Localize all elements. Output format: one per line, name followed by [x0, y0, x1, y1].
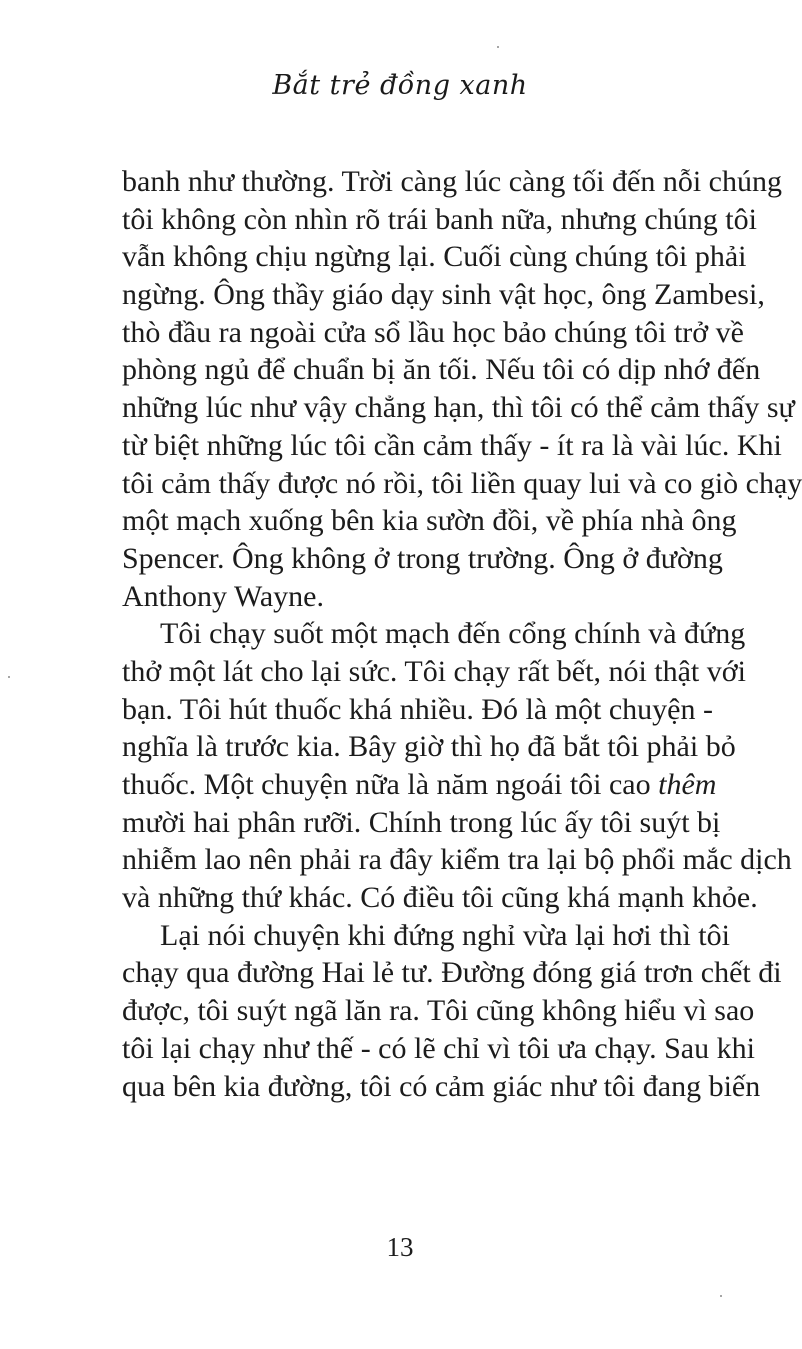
text-line: ngừng. Ông thầy giáo dạy sinh vật học, ông Zambesi,	[122, 278, 765, 312]
text-line: một mạch xuống bên kia sườn đồi, về phía nhà ông	[122, 504, 737, 538]
text-line: Spencer. Ông không ở trong trường. Ông ở đường	[122, 541, 723, 575]
body-text	[122, 163, 802, 1105]
text-line: tôi lại chạy như thế - có lẽ chỉ vì tôi ưa chạy. Sau khi	[122, 1031, 755, 1065]
text-line: nghĩa là trước kia. Bây giờ thì họ đã bắt tôi phải bỏ	[122, 730, 736, 764]
text-line: Tôi chạy suốt một mạch đến cổng chính và đứng	[160, 617, 746, 651]
text-line: qua bên kia đường, tôi có cảm giác như tôi đang biến	[122, 1069, 761, 1103]
paper-speck	[720, 1295, 722, 1297]
page-number: 13	[386, 1232, 414, 1262]
text-line: vẫn không chịu ngừng lại. Cuối cùng chúng tôi phải	[122, 240, 747, 274]
paper-speck	[497, 46, 499, 48]
text-line: những lúc như vậy chẳng hạn, thì tôi có thể cảm thấy sự	[122, 391, 795, 425]
text-line: tôi cảm thấy được nó rồi, tôi liền quay lui và co giò chạy	[122, 466, 802, 500]
text-line: Anthony Wayne.	[122, 579, 325, 613]
text-line-with-italic	[122, 766, 717, 804]
text-line: tôi không còn nhìn rõ trái banh nữa, nhưng chúng tôi	[122, 202, 757, 236]
text-line: thở một lát cho lại sức. Tôi chạy rất bết, nói thật với	[122, 654, 746, 688]
italic-word: thêm	[658, 768, 717, 801]
text-line: banh như thường. Trời càng lúc càng tối đến nỗi chúng	[122, 165, 782, 198]
text-line: bạn. Tôi hút thuốc khá nhiều. Đó là một chuyện -	[122, 692, 713, 726]
text-line: chạy qua đường Hai lẻ tư. Đường đóng giá trơn chết đi	[122, 956, 782, 990]
text-line: và những thứ khác. Có điều tôi cũng khá mạnh khỏe.	[122, 881, 758, 915]
text-line: nhiễm lao nên phải ra đây kiểm tra lại bộ phổi mắc dịch	[122, 843, 792, 877]
text-line: từ biệt những lúc tôi cần cảm thấy - ít ra là vài lúc. Khi	[122, 428, 782, 462]
text-line: mười hai phân rưỡi. Chính trong lúc ấy tôi suýt bị	[122, 805, 721, 839]
text-line: được, tôi suýt ngã lăn ra. Tôi cũng không hiểu vì sao	[122, 994, 755, 1028]
paper-speck	[8, 676, 10, 678]
text-fragment: thuốc. Một chuyện nữa là năm ngoái tôi cao	[122, 768, 651, 801]
text-line: thò đầu ra ngoài cửa sổ lầu học bảo chúng tôi trở về	[122, 315, 744, 349]
running-title: Bắt trẻ đồng xanh	[272, 70, 528, 101]
text-line: phòng ngủ để chuẩn bị ăn tối. Nếu tôi có dịp nhớ đến	[122, 353, 761, 387]
text-line: Lại nói chuyện khi đứng nghỉ vừa lại hơi thì tôi	[160, 918, 730, 952]
